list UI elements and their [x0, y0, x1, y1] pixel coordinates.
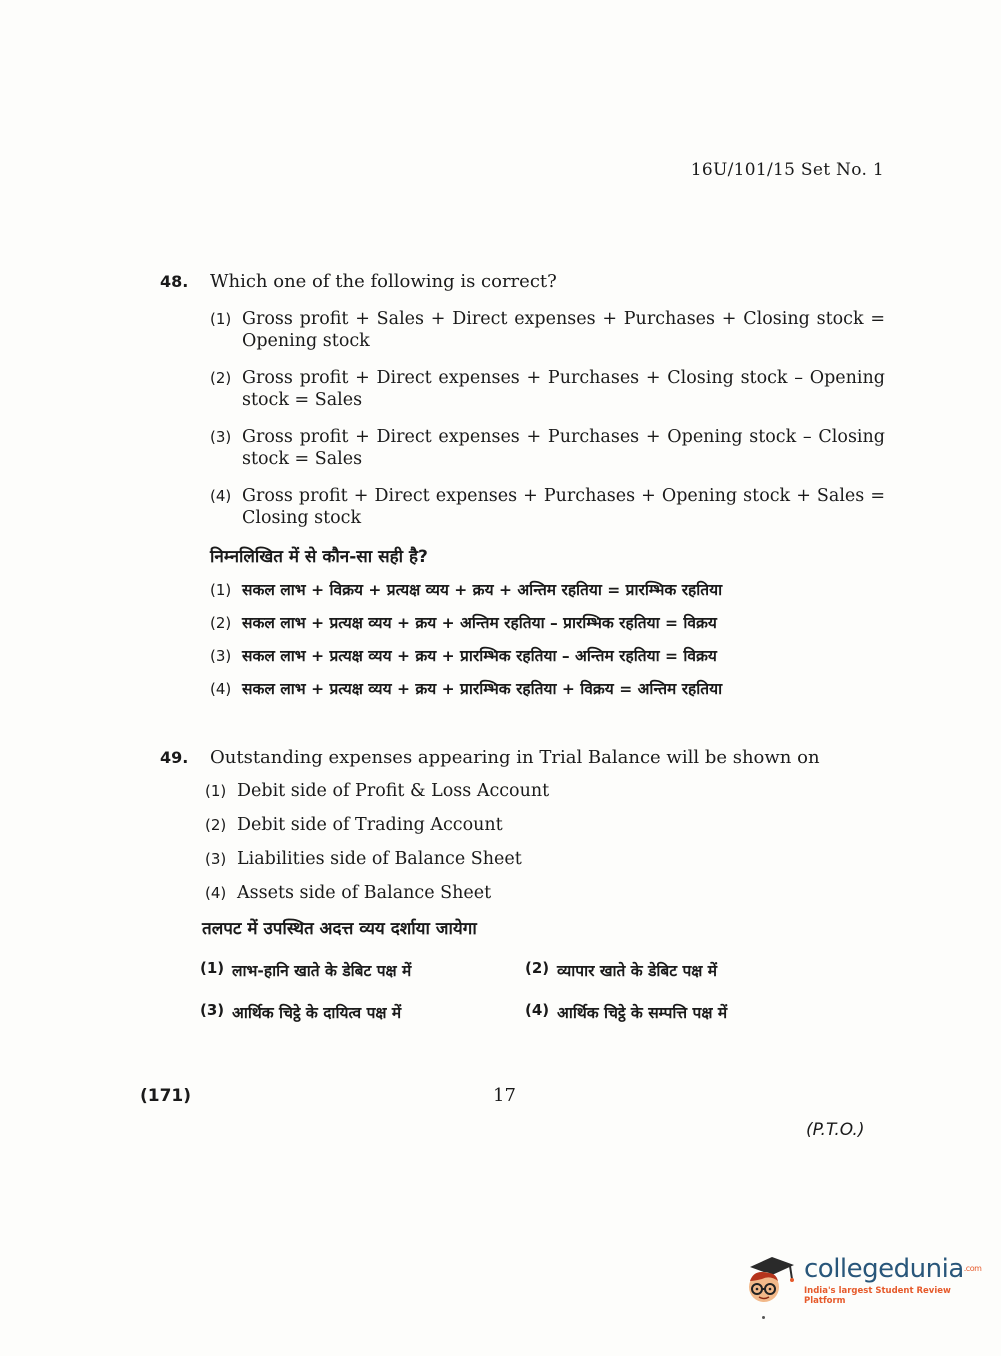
- question-48-options: [210, 308, 885, 529]
- option-text: लाभ-हानि खाते के डेबिट पक्ष में: [232, 962, 412, 980]
- option-1: [210, 308, 885, 352]
- page-number: 17: [493, 1085, 516, 1106]
- option-number: (3): [205, 850, 227, 868]
- option-1: [205, 780, 885, 802]
- question-49-hindi-text: तलपट में उपस्थित अदत्त व्यय दर्शाया जायेगा: [202, 919, 477, 939]
- hindi-option-3: [210, 645, 820, 667]
- scan-mark: [762, 1316, 765, 1319]
- question-48-hindi-text: निम्नलिखित में से कौन-सा सही है?: [210, 547, 428, 567]
- option-number: (2): [210, 614, 232, 632]
- option-text: Gross profit + Direct expenses + Purchases + Closing stock – Opening stock = Sales: [242, 368, 885, 410]
- option-number: (3): [210, 428, 232, 446]
- option-text: Gross profit + Direct expenses + Purchases + Opening stock – Closing stock = Sales: [242, 427, 885, 469]
- option-number: (2): [210, 369, 232, 387]
- option-text: Debit side of Trading Account: [237, 815, 503, 835]
- hindi-option-3: [200, 1001, 525, 1023]
- option-text: आर्थिक चिट्ठे के दायित्व पक्ष में: [232, 1004, 402, 1022]
- option-text: Liabilities side of Balance Sheet: [237, 849, 522, 869]
- option-text: आर्थिक चिट्ठे के सम्पत्ति पक्ष में: [557, 1004, 728, 1022]
- collegedunia-logo[interactable]: [742, 1248, 982, 1312]
- option-number: (4): [205, 884, 227, 902]
- option-number: (3): [200, 1001, 225, 1019]
- option-3: [205, 848, 885, 870]
- option-text: व्यापार खाते के डेबिट पक्ष में: [557, 962, 718, 980]
- question-49-options: [205, 780, 885, 904]
- option-text: सकल लाभ + प्रत्यक्ष व्यय + क्रय + प्रारम्भिक रहतिया + विक्रय = अन्तिम रहतिया: [242, 680, 723, 698]
- footer-code: (171): [140, 1086, 192, 1106]
- question-49-hindi-options: [200, 959, 885, 1023]
- option-number: (2): [525, 959, 550, 977]
- graduate-face-icon: [742, 1251, 800, 1309]
- logo-name: [804, 1255, 981, 1283]
- option-number: (1): [210, 310, 232, 328]
- question-number: 49.: [160, 748, 189, 767]
- option-text: Gross profit + Sales + Direct expenses + Purchases + Closing stock = Opening stock: [242, 309, 885, 351]
- option-number: (1): [210, 581, 232, 599]
- question-49-stem: [160, 746, 885, 770]
- option-text: सकल लाभ + प्रत्यक्ष व्यय + क्रय + अन्तिम रहतिया – प्रारम्भिक रहतिया = विक्रय: [242, 614, 717, 632]
- option-text: Debit side of Profit & Loss Account: [237, 781, 550, 801]
- question-text: Which one of the following is correct?: [210, 271, 557, 292]
- option-number: (2): [205, 816, 227, 834]
- question-number: 48.: [160, 272, 189, 291]
- logo-suffix: .com: [963, 1263, 982, 1273]
- option-number: (1): [205, 782, 227, 800]
- logo-text: [804, 1255, 981, 1306]
- hindi-option-4: [210, 678, 820, 700]
- option-text: सकल लाभ + प्रत्यक्ष व्यय + क्रय + प्रारम्भिक रहतिया – अन्तिम रहतिया = विक्रय: [242, 647, 717, 665]
- option-2: [205, 814, 885, 836]
- option-number: (1): [200, 959, 225, 977]
- question-49: [160, 746, 885, 1023]
- option-text: Gross profit + Direct expenses + Purchases + Opening stock + Sales = Closing stock: [242, 486, 885, 528]
- logo-tagline: India's largest Student Review Platform: [804, 1285, 951, 1306]
- option-text: Assets side of Balance Sheet: [237, 883, 492, 903]
- option-number: (4): [525, 1001, 550, 1019]
- option-text: सकल लाभ + विक्रय + प्रत्यक्ष व्यय + क्रय + अन्तिम रहतिया = प्रारम्भिक रहतिया: [242, 581, 723, 599]
- question-48: [160, 270, 885, 711]
- hindi-option-2: [525, 959, 785, 981]
- hindi-option-2: [210, 612, 820, 634]
- logo-wordmark: collegedunia: [804, 1253, 964, 1284]
- option-number: (3): [210, 647, 232, 665]
- option-3: [210, 426, 885, 470]
- pto-note: (P.T.O.): [806, 1120, 865, 1140]
- hindi-option-1: [200, 959, 525, 981]
- option-number: (4): [210, 487, 232, 505]
- option-4: [210, 485, 885, 529]
- hindi-option-4: [525, 1001, 785, 1023]
- question-48-stem: [160, 270, 885, 294]
- paper-code: 16U/101/15 Set No. 1: [690, 160, 884, 180]
- question-text: Outstanding expenses appearing in Trial Balance will be shown on: [210, 747, 820, 768]
- option-4: [205, 882, 885, 904]
- hindi-option-1: [210, 579, 820, 601]
- option-number: (4): [210, 680, 232, 698]
- option-2: [210, 367, 885, 411]
